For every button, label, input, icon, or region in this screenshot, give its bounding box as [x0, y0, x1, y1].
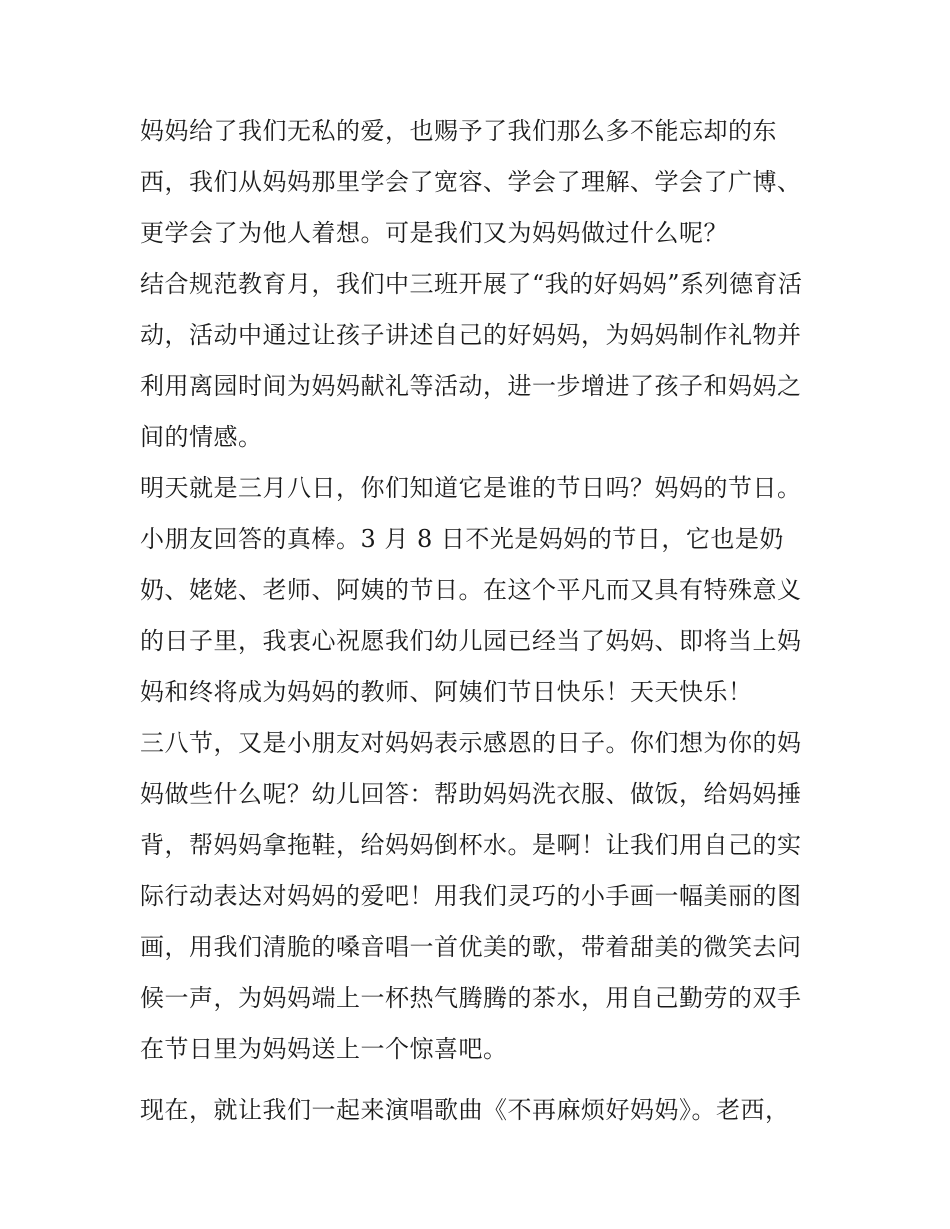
text-line: 妈和终将成为妈妈的教师、阿姨们节日快乐！天天快乐！ — [140, 678, 753, 706]
text-line: 利用离园时间为妈妈献礼等活动，进一步增进了孩子和妈妈之 — [140, 372, 802, 400]
text-line: 候一声，为妈妈端上一杯热气腾腾的茶水，用自己勤劳的双手 — [140, 984, 802, 1012]
text-line: 明天就是三月八日，你们知道它是谁的节日吗？妈妈的节日。 — [140, 474, 802, 502]
text-line: 间的情感。 — [140, 423, 263, 451]
text-line: 动，活动中通过让孩子讲述自己的好妈妈，为妈妈制作礼物并 — [140, 321, 802, 349]
text-line: 际行动表达对妈妈的爱吧！用我们灵巧的小手画一幅美丽的图 — [140, 882, 802, 910]
document-body — [140, 106, 820, 1136]
text-line: 更学会了为他人着想。可是我们又为妈妈做过什么呢？ — [140, 219, 728, 247]
text-line: 现在，就让我们一起来演唱歌曲《不再麻烦好妈妈》。老西， — [140, 1096, 790, 1124]
text-line: 三八节，又是小朋友对妈妈表示感恩的日子。你们想为你的妈 — [140, 729, 802, 757]
text-line: 西，我们从妈妈那里学会了宽容、学会了理解、学会了广博、 — [140, 168, 802, 196]
text-line: 背，帮妈妈拿拖鞋，给妈妈倒杯水。是啊！让我们用自己的实 — [140, 831, 802, 859]
text-line: 妈做些什么呢？幼儿回答：帮助妈妈洗衣服、做饭，给妈妈捶 — [140, 780, 802, 808]
paragraph-gap — [140, 1075, 820, 1085]
text-line: 妈妈给了我们无私的爱，也赐予了我们那么多不能忘却的东 — [140, 117, 777, 145]
text-line: 小朋友回答的真棒。3 月 8 日不光是妈妈的节日，它也是奶 — [140, 525, 784, 553]
text-line: 的日子里，我衷心祝愿我们幼儿园已经当了妈妈、即将当上妈 — [140, 627, 802, 655]
text-line: 奶、姥姥、老师、阿姨的节日。在这个平凡而又具有特殊意义 — [140, 576, 802, 604]
text-line: 在节日里为妈妈送上一个惊喜吧。 — [140, 1035, 508, 1063]
text-line: 结合规范教育月，我们中三班开展了“我的好妈妈”系列德育活 — [140, 270, 803, 298]
text-line: 画，用我们清脆的嗓音唱一首优美的歌，带着甜美的微笑去问 — [140, 933, 802, 961]
